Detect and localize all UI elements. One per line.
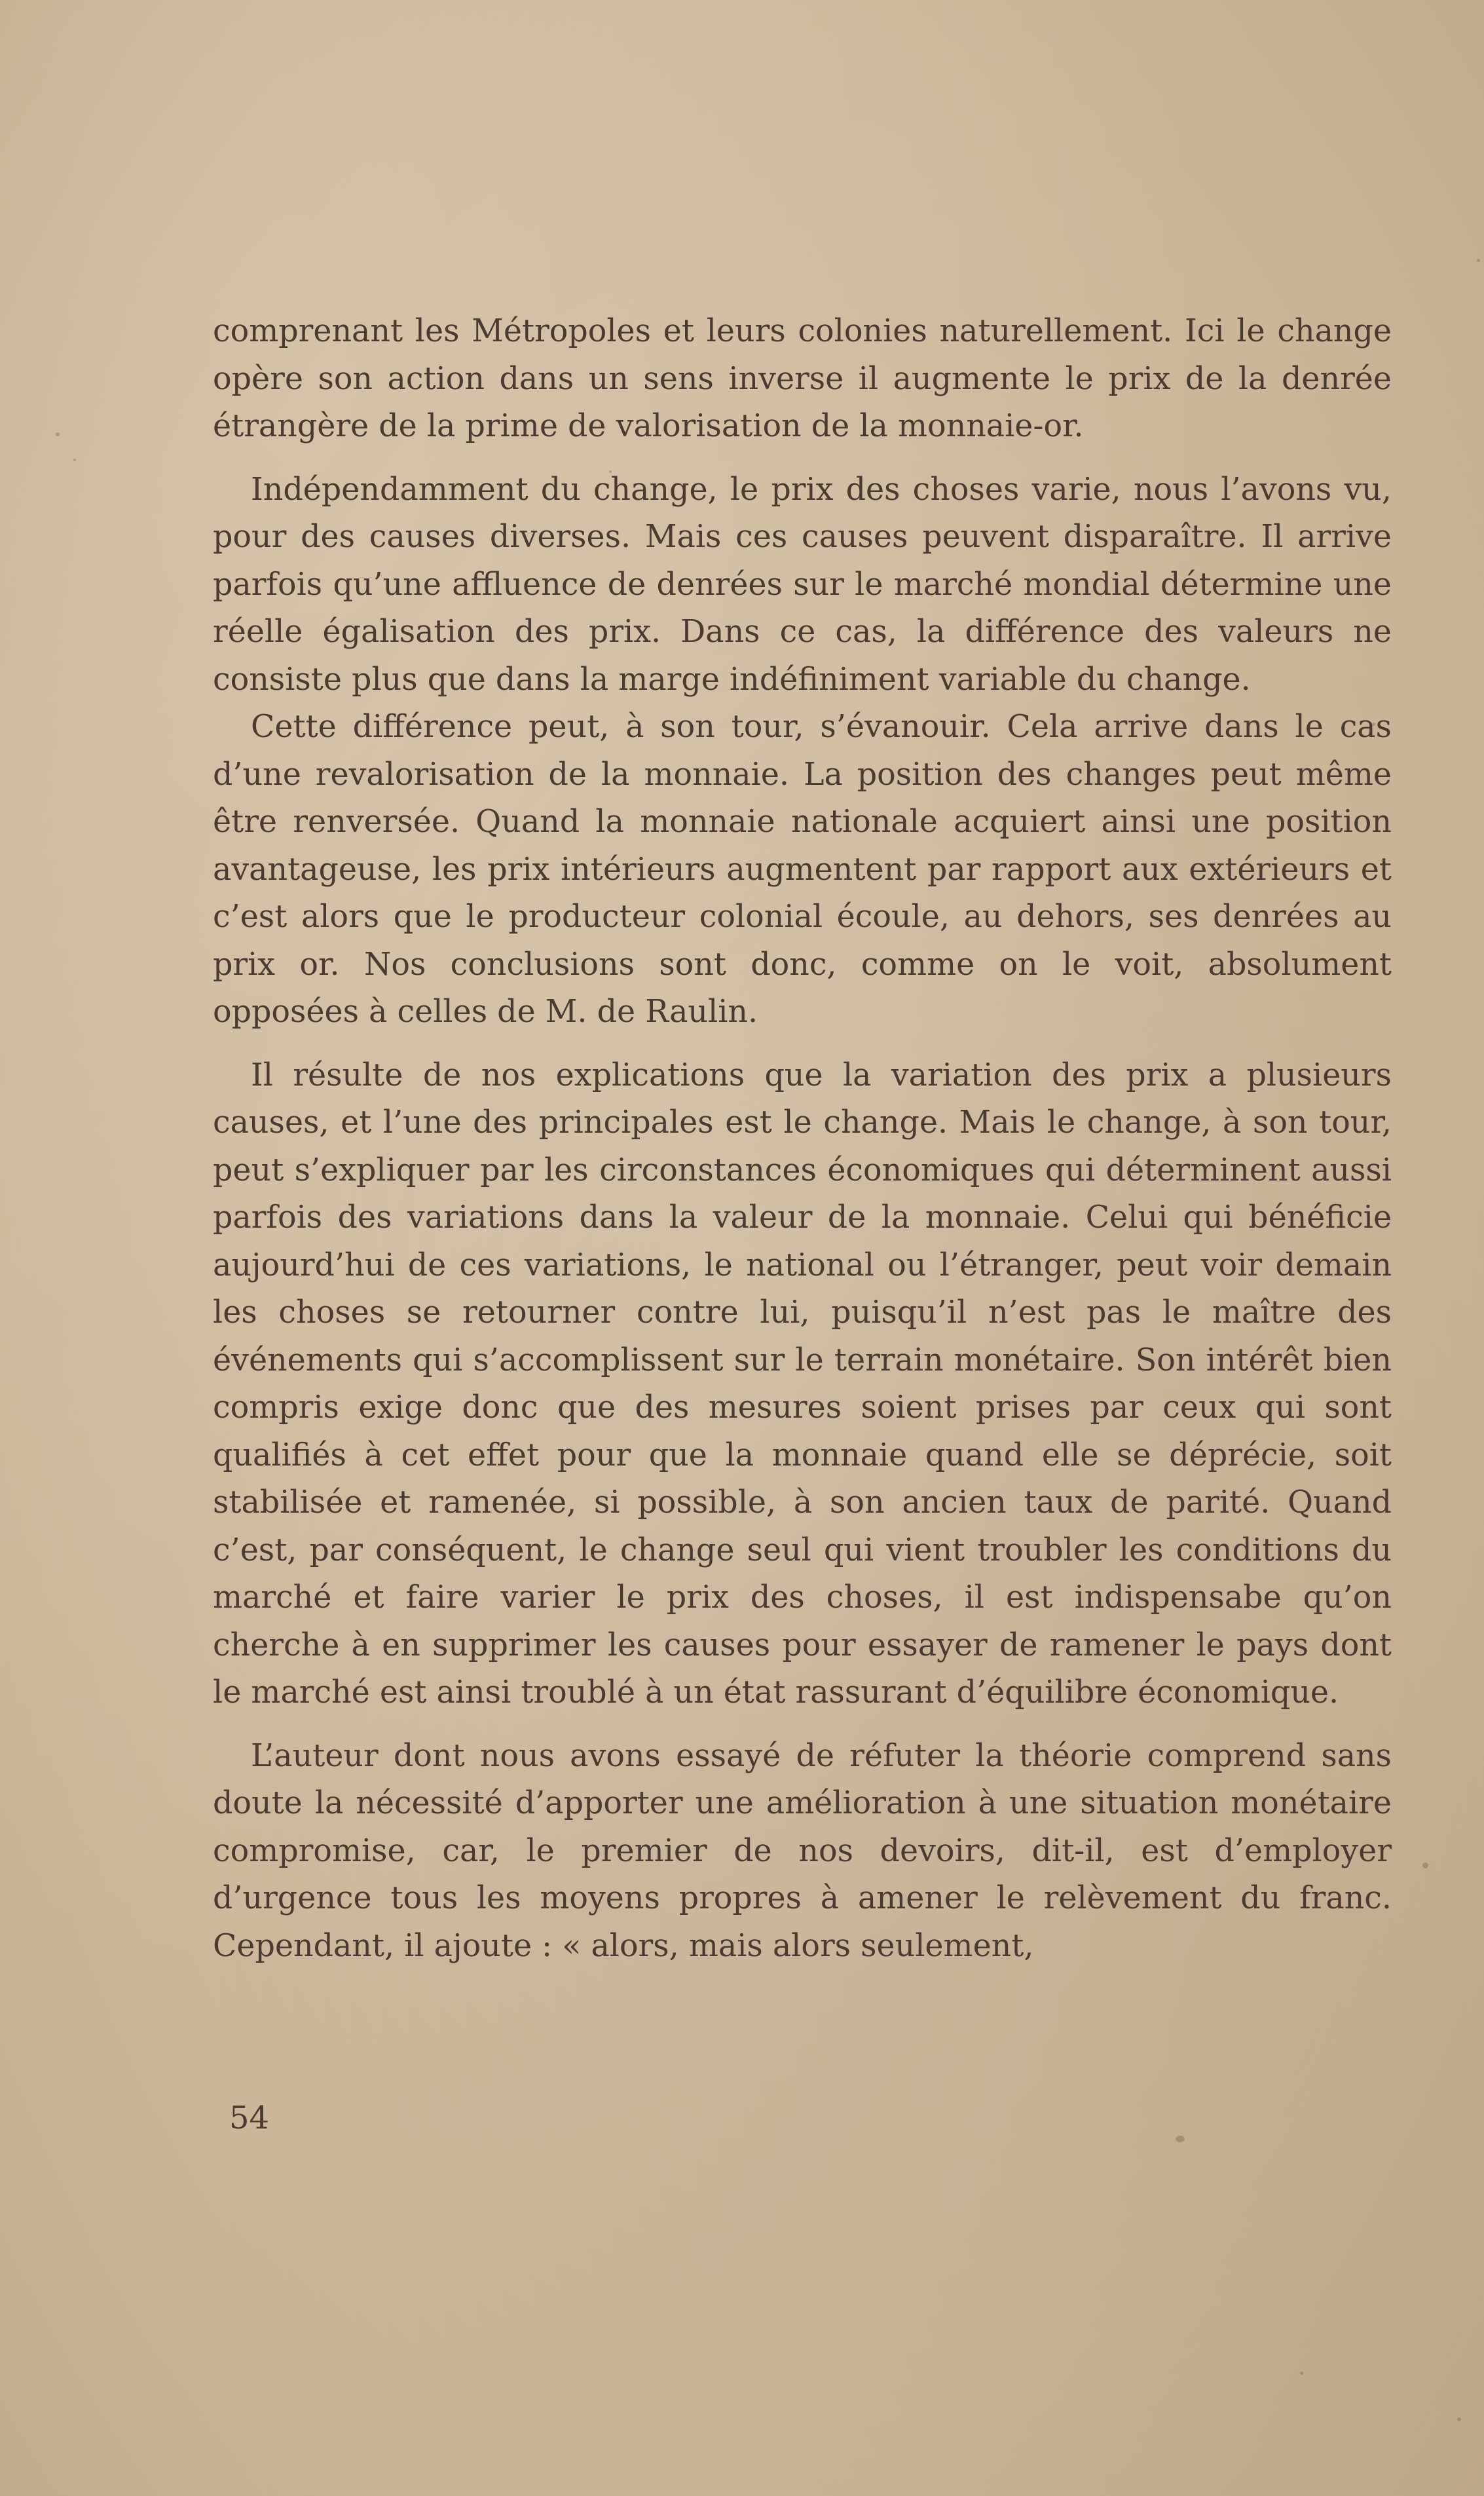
paragraph: L’auteur dont nous avons essayé de réfuter la théorie comprend sans doute la nécessité d’apporter une amélioration à une situation monétaire compromise, car, le premier de nos devoirs, dit-il, est d’employer d’urgence tous les moyens propres à amener le relèvement du franc. Cependant, il ajoute : « alors, mais alors seulement,: [213, 1737, 1392, 1964]
page-number: 54: [229, 2100, 270, 2136]
paragraph: Indépendamment du change, le prix des choses varie, nous l’avons vu, pour des causes diverses. Mais ces causes peuvent disparaître. Il arrive parfois qu’une affluence de denrées sur le marché mondial détermine une réelle égalisation des prix. Dans ce cas, la différence des valeurs ne consiste plus que dans la marge indéfiniment variable du change.: [213, 471, 1392, 698]
paragraph: Cette différence peut, à son tour, s’évanouir. Cela arrive dans le cas d’une revalorisation de la monnaie. La position des changes peut même être renversée. Quand la monnaie nationale acquiert ainsi une position avantageuse, les prix intérieurs augmentent par rapport aux extérieurs et c’est alors que le producteur colonial écoule, au dehors, ses denrées au prix or. Nos conclusions sont donc, comme on le voit, absolument opposées à celles de M. de Raulin.: [213, 709, 1392, 1030]
paper-speck: [1457, 2417, 1461, 2421]
paper-speck: [56, 432, 60, 436]
paper-speck: [1477, 259, 1480, 262]
paper-speck: [1176, 2136, 1185, 2142]
paper-speck: [1422, 1863, 1428, 1868]
paragraph: Il résulte de nos explications que la variation des prix a plusieurs causes, et l’une des principales est le change. Mais le change, à son tour, peut s’expliquer par les circonstances économiques qui déterminent aussi parfois des variations dans la valeur de la monnaie. Celui qui bénéficie aujourd’hui de ces variations, le national ou l’étranger, peut voir demain les choses se retourner contre lui, puisqu’il n’est pas le maître des événements qui s’accomplissent sur le terrain monétaire. Son intérêt bien compris exige donc que des mesures soient prises par ceux qui sont qualifiés à cet effet pour que la monnaie quand elle se déprécie, soit stabilisée et ramenée, si possible, à son ancien taux de parité. Quand c’est, par conséquent, le change seul qui vient troubler les conditions du marché et faire varier le prix des choses, il est indispensabe qu’on cherche à en supprimer les causes pour essayer de ramener le pays dont le marché est ainsi troublé à un état rassurant d’équilibre économique.: [213, 1057, 1392, 1711]
paper-speck: [73, 459, 76, 461]
body-text: [213, 308, 1392, 1970]
paragraph: comprenant les Métropoles et leurs colonies naturellement. Ici le change opère son action dans un sens inverse il augmente le prix de la denrée étrangère de la prime de valorisation de la monnaie-or.: [213, 313, 1392, 444]
paper-speck: [1300, 2372, 1303, 2375]
